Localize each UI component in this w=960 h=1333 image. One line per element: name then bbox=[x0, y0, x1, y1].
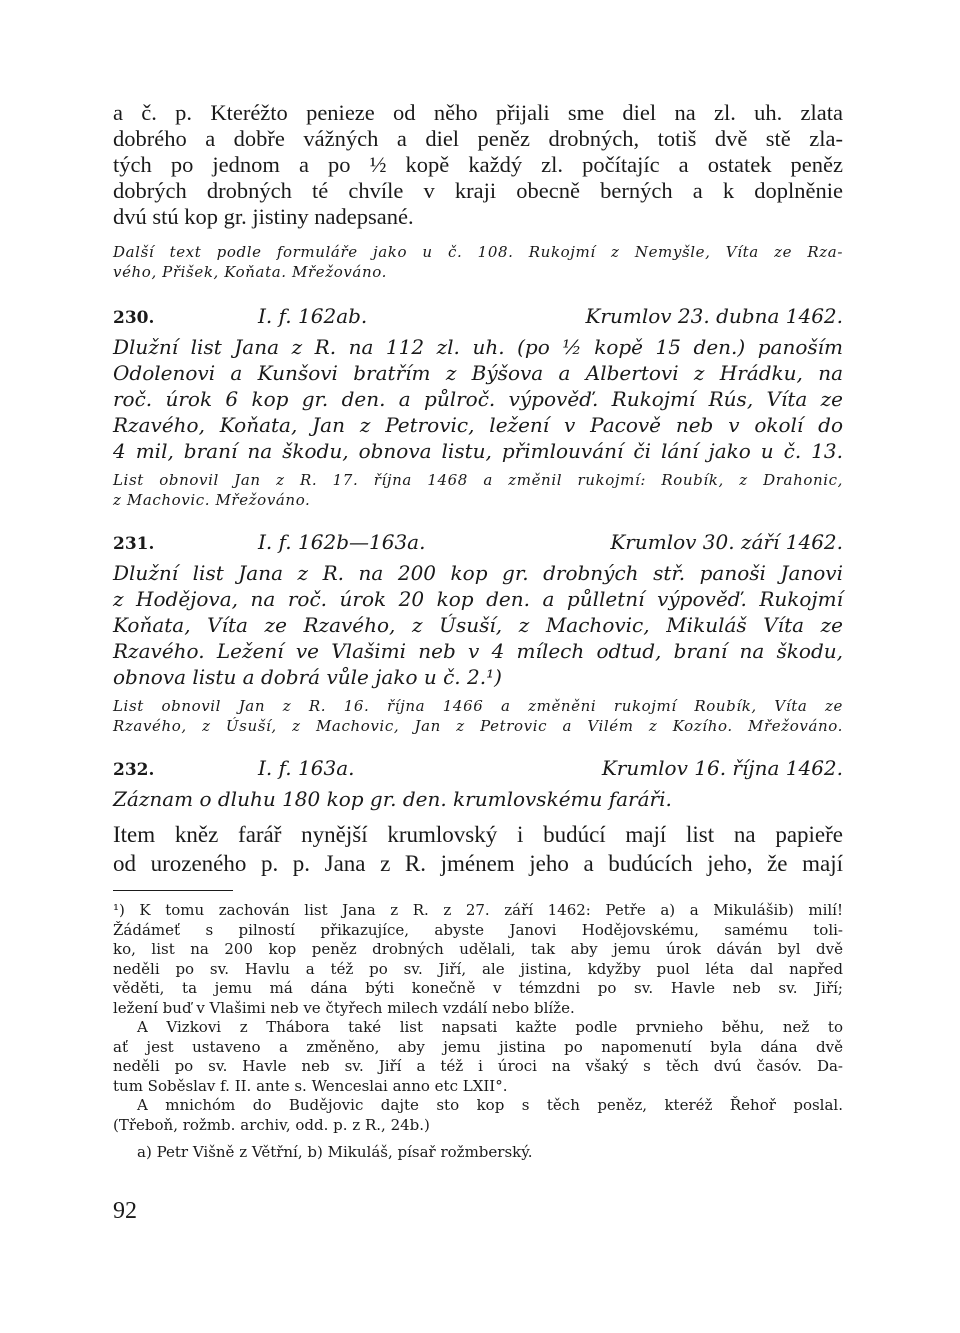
summary-line: Rzavého. Ležení ve Vlašimi neb v 4 mílech odtud, braní na škodu, bbox=[113, 639, 843, 663]
intro-paragraph bbox=[113, 100, 843, 230]
text-line: dobrého a dobře vážných a diel peněz drobných, totiš dvě stě zla- bbox=[113, 126, 843, 151]
text-line: od urozeného p. p. Jana z R. jménem jeho a budúcích jeho, že mají bbox=[113, 851, 843, 876]
note-line: Rzavého, z Úsuší, z Machovic, Jan z Petrovic a Vilém z Kozího. Mřežováno. bbox=[113, 717, 843, 735]
record-text bbox=[113, 820, 843, 878]
summary-line: obnova listu a dobrá vůle jako u č. 2.¹) bbox=[113, 665, 502, 689]
entry-231 bbox=[113, 530, 843, 736]
summary-line: Záznam o dluhu 180 kop gr. den. krumlovskému faráři. bbox=[113, 787, 672, 811]
entry-number: 231. bbox=[113, 534, 155, 554]
footnote-line: ležení buď v Vlašimi neb ve čtyřech milech vzdálí nebo blíže. bbox=[113, 998, 575, 1017]
footnote-line: (Třeboň, rožmb. archiv, odd. p. z R., 24b.) bbox=[113, 1115, 430, 1134]
entry-summary bbox=[113, 786, 843, 812]
entry-note bbox=[113, 470, 843, 510]
footnote-line: A Vizkovi z Thábora také list napsati kažte podle prvnieho běhu, než to bbox=[137, 1018, 843, 1036]
entry-number: 230. bbox=[113, 308, 155, 328]
entry-summary bbox=[113, 334, 843, 464]
summary-line: Rzavého, Koňata, Jan z Petrovic, ležení v Pacově neb v okolí do bbox=[113, 413, 843, 437]
footnote-line: a) Petr Višně z Větřní, b) Mikuláš, písař rožmberský. bbox=[137, 1143, 533, 1161]
footnote-line: tum Soběslav f. II. ante s. Wenceslai anno etc LXII°. bbox=[113, 1076, 508, 1095]
entry-place-date: Krumlov 16. října 1462. bbox=[601, 756, 843, 780]
summary-line: 4 mil, braní na škodu, obnova listu, přimlouvání či lání jako u č. 13. bbox=[113, 439, 843, 463]
summary-line: Odolenovi a Kunšovi bratřím z Býšova a Albertovi z Hrádku, na bbox=[113, 361, 843, 385]
summary-line: z Hodějova, na roč. úrok 20 kop den. a půlletní výpověď. Rukojmí bbox=[113, 587, 843, 611]
entry-heading bbox=[113, 530, 843, 554]
note-line: z Machovic. Mřežováno. bbox=[113, 491, 311, 509]
entry-number: 232. bbox=[113, 760, 155, 780]
footnote-line: věděti, ta jemu má dána býti konečně v témzdni po sv. Havle neb sv. Jiří; bbox=[113, 979, 843, 997]
entry-note bbox=[113, 696, 843, 736]
footnote-line: neděli po sv. Havle neb sv. Jiří a též i úroci na všaký s těch dvú časóv. Da- bbox=[113, 1057, 843, 1075]
note-line: List obnovil Jan z R. 16. října 1466 a změněni rukojmí Roubík, Víta ze bbox=[113, 697, 843, 715]
text-line: tých po jednom a po ½ kopě každý zl. počítajíc a ostatek peněz bbox=[113, 152, 843, 177]
summary-line: Dlužní list Jana z R. na 200 kop gr. drobných stř. panoši Janovi bbox=[113, 561, 843, 585]
note-line: Další text podle formuláře jako u č. 108. Rukojmí z Nemyšle, Víta ze Rza- bbox=[113, 243, 843, 261]
entry-heading bbox=[113, 756, 843, 780]
note-line: vého, Přišek, Koňata. Mřežováno. bbox=[113, 263, 387, 281]
footnote-divider bbox=[113, 890, 233, 891]
page-number: 92 bbox=[113, 1198, 137, 1224]
entry-place-date: Krumlov 23. dubna 1462. bbox=[585, 304, 843, 328]
entry-230 bbox=[113, 304, 843, 510]
text-line: a č. p. Kteréžto penieze od něho přijali sme diel na zl. uh. zlata bbox=[113, 100, 843, 125]
intro-note bbox=[113, 242, 843, 282]
text-line: dobrých drobných té chvíle v kraji obecně berných a k doplněnie bbox=[113, 178, 843, 203]
footnote-line: ať jest ustaveno a změněno, aby jemu jistina po napomenutí byla dána dvě bbox=[113, 1037, 843, 1056]
footnote-line: ¹) K tomu zachován list Jana z R. z 27. září 1462: Petře a) a Mikulášib) milí! bbox=[113, 901, 843, 919]
entry-place-date: Krumlov 30. září 1462. bbox=[610, 530, 843, 554]
page-content bbox=[113, 100, 843, 1163]
footnotes bbox=[113, 901, 843, 1163]
summary-line: Dlužní list Jana z R. na 112 zl. uh. (po ½ kopě 15 den.) panoším bbox=[113, 335, 843, 359]
entry-heading bbox=[113, 304, 843, 328]
summary-line: Koňata, Víta ze Rzavého, z Úsuší, z Machovic, Mikuláš Víta ze bbox=[113, 613, 843, 637]
footnote-line: A mnichóm do Budějovic dajte sto kop s těch peněz, kteréž Řehoř poslal. bbox=[137, 1096, 843, 1114]
summary-line: roč. úrok 6 kop gr. den. a půlroč. výpověď. Rukojmí Rús, Víta ze bbox=[113, 387, 843, 411]
entry-232 bbox=[113, 756, 843, 812]
entry-folio: I. f. 162ab. bbox=[258, 304, 368, 328]
note-line: List obnovil Jan z R. 17. října 1468 a změnil rukojmí: Roubík, z Drahonic, bbox=[113, 471, 843, 489]
footnote-line: neděli po sv. Havlu a též po sv. Jiří, ale jistina, kdyžby puol léta dal napřed bbox=[113, 959, 843, 978]
entry-folio: I. f. 162b—163a. bbox=[258, 530, 426, 554]
footnote-line: ko, list na 200 kop peněz drobných udělali, tak aby jemu úrok dáván byl dvě bbox=[113, 940, 843, 958]
text-line: dvú stú kop gr. jistiny nadepsané. bbox=[113, 204, 414, 229]
footnote-line: Žádámeť s pilností přikazujíce, abyste Janovi Hodějovskému, samému toli- bbox=[113, 920, 843, 939]
text-line: Item kněz farář nynější krumlovský i budúcí mají list na papieře bbox=[113, 822, 843, 847]
entry-folio: I. f. 163a. bbox=[258, 756, 355, 780]
entry-summary bbox=[113, 560, 843, 690]
